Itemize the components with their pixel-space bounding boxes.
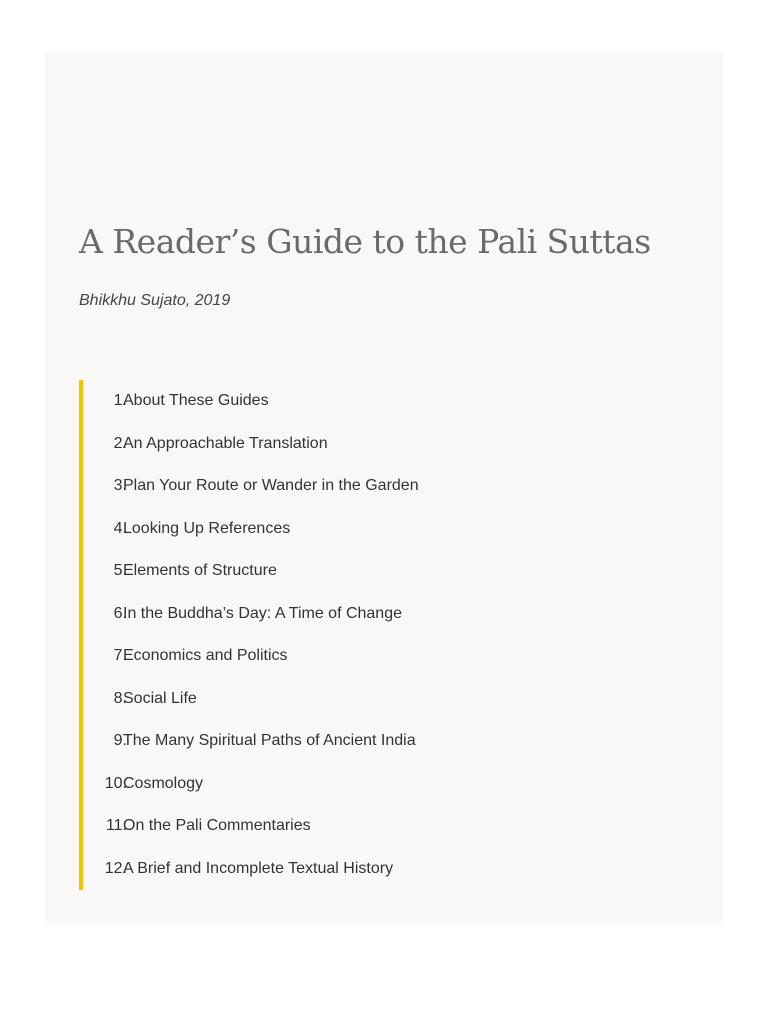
toc-number: 2.	[113, 434, 127, 452]
toc-item-looking-up-references[interactable]	[83, 508, 683, 551]
toc-number: 7.	[113, 647, 127, 664]
toc-item-textual-history[interactable]	[83, 848, 683, 891]
toc-link[interactable]: Economics and Politics	[123, 647, 288, 664]
toc-item-buddhas-day[interactable]	[83, 593, 683, 636]
toc-link[interactable]: Social Life	[123, 689, 197, 707]
toc-number: 6.	[113, 604, 127, 622]
toc-item-cosmology[interactable]	[83, 763, 683, 806]
table-of-contents	[79, 380, 683, 890]
toc-number: 10.	[104, 774, 127, 792]
toc-link[interactable]: On the Pali Commentaries	[123, 817, 311, 834]
toc-link[interactable]: Elements of Structure	[123, 562, 277, 579]
toc-link[interactable]: Looking Up References	[123, 519, 291, 537]
toc-item-elements-of-structure[interactable]	[83, 550, 683, 593]
byline: Bhikkhu Sujato, 2019	[79, 292, 231, 309]
toc-number: 8.	[113, 689, 127, 707]
toc-link[interactable]: Plan Your Route or Wander in the Garden	[123, 477, 419, 494]
toc-item-economics-and-politics[interactable]	[83, 635, 683, 678]
toc-item-about-these-guides[interactable]	[83, 380, 683, 423]
toc-number: 4.	[113, 519, 127, 537]
toc-item-spiritual-paths[interactable]	[83, 720, 683, 763]
toc-number: 11.	[105, 817, 127, 834]
toc-link[interactable]: In the Buddha’s Day: A Time of Change	[123, 604, 402, 622]
toc-item-pali-commentaries[interactable]	[83, 805, 683, 848]
toc-item-social-life[interactable]	[83, 678, 683, 721]
toc-link[interactable]: The Many Spiritual Paths of Ancient India	[123, 732, 416, 749]
toc-number: 12.	[104, 859, 127, 877]
toc-number: 9.	[113, 732, 127, 749]
document-card	[45, 52, 723, 926]
toc-link[interactable]: Cosmology	[123, 774, 204, 792]
toc-item-plan-your-route[interactable]	[83, 465, 683, 508]
toc-link[interactable]: An Approachable Translation	[123, 434, 328, 452]
toc-item-approachable-translation[interactable]	[83, 423, 683, 466]
toc-number: 1.	[113, 392, 127, 409]
page-title: A Reader’s Guide to the Pali Suttas	[79, 222, 651, 261]
toc-link[interactable]: A Brief and Incomplete Textual History	[123, 859, 394, 877]
toc-number: 3.	[113, 477, 127, 494]
toc-number: 5.	[113, 562, 127, 579]
toc-link[interactable]: About These Guides	[123, 392, 269, 409]
